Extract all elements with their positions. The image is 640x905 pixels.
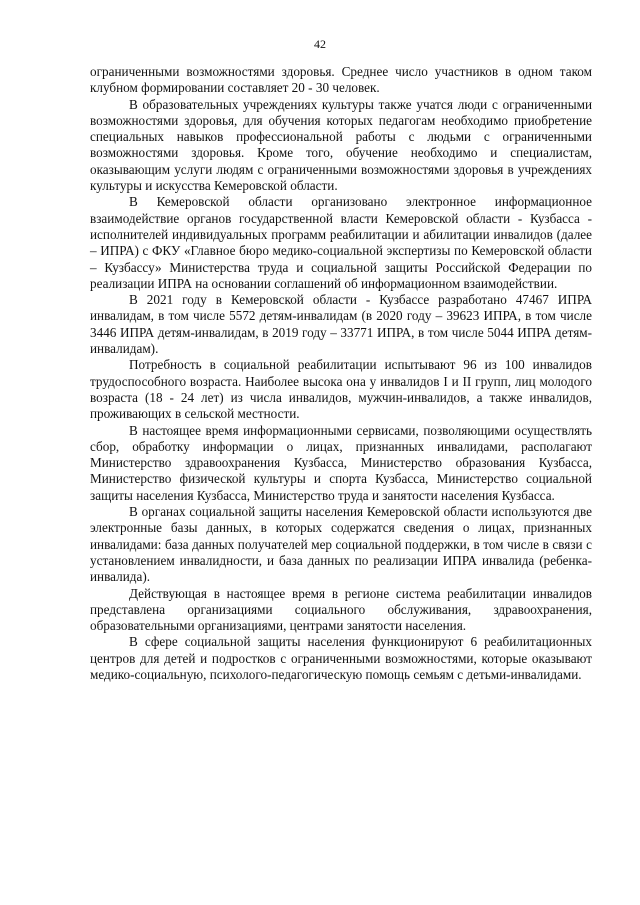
paragraph-continuation: ограниченными возможностями здоровья. Среднее число участников в одном таком клубном формировании составляет 20 - 30 человек. [90, 64, 592, 96]
paragraph-electronic-interaction: В Кемеровской области организовано электронное информационное взаимодействие органов государственной власти Кемеровской области - Кузбасса - исполнителей индивидуальных программ реабилитации и абилитации инвалидов (далее – ИПРА) с ФКУ «Главное бюро медико-социальной экспертизы по Кемеровской области – Кузбассу» Министерства труда и социальной защиты Российской Федерации по реализации ИПРА на основании соглашений об информационном взаимодействии. [90, 194, 592, 291]
paragraph-ipra-statistics: В 2021 году в Кемеровской области - Кузбассе разработано 47467 ИПРА инвалидам, в том числе 5572 детям-инвалидам (в 2020 году – 39623 ИПРА, в том числе 3446 ИПРА детям-инвалидам, в 2019 году – 33771 ИПРА, в том числе 5044 ИПРА детям-инвалидам). [90, 292, 592, 357]
paragraph-rehabilitation-system: Действующая в настоящее время в регионе система реабилитации инвалидов представлена организациями социального обслуживания, здравоохранения, образовательными организациями, центрами занятости населения. [90, 585, 592, 634]
paragraph-rehabilitation-centers: В сфере социальной защиты населения функционируют 6 реабилитационных центров для детей и подростков с ограниченными возможностями, которые оказывают медико-социальную, психолого-педагогическую помощь семьям с детьми-инвалидами. [90, 634, 592, 682]
paragraph-information-services: В настоящее время информационными сервисами, позволяющими осуществлять сбор, обработку информации о лицах, признанных инвалидами, располагают Министерство здравоохранения Кузбасса, Министерство образования Кузбасса, Министерство физической культуры и спорта Кузбасса, Министерство социальной защиты населения Кузбасса, Министерство труда и занятости населения Кузбасса. [90, 422, 592, 503]
paragraph-culture-education: В образовательных учреждениях культуры также учатся люди с ограниченными возможностями здоровья, для обучения которых педагогам необходимо приобретение специальных навыков профессиональной работы с людьми с ограниченными возможностями здоровья. Кроме того, обучение необходимо и специалистам, оказывающим услуги людям с ограниченными возможностями здоровья в учреждениях культуры и искусства Кемеровской области. [90, 96, 592, 194]
page-number: 42 [314, 37, 326, 51]
paragraph-databases: В органах социальной защиты населения Кемеровской области используются две электронные базы данных, в которых содержатся сведения о лицах, признанных инвалидами: база данных получателей мер социальной поддержки, в том числе в связи с установлением инвалидности, и база данных по реализации ИПРА инвалида (ребенка-инвалида). [90, 504, 592, 585]
document-body [90, 64, 592, 683]
paragraph-rehabilitation-need: Потребность в социальной реабилитации испытывают 96 из 100 инвалидов трудоспособного возраста. Наиболее высока она у инвалидов I и II групп, лиц молодого возраста (18 - 24 лет) из числа инвалидов, мужчин-инвалидов, а также инвалидов, проживающих в сельской местности. [90, 357, 592, 422]
